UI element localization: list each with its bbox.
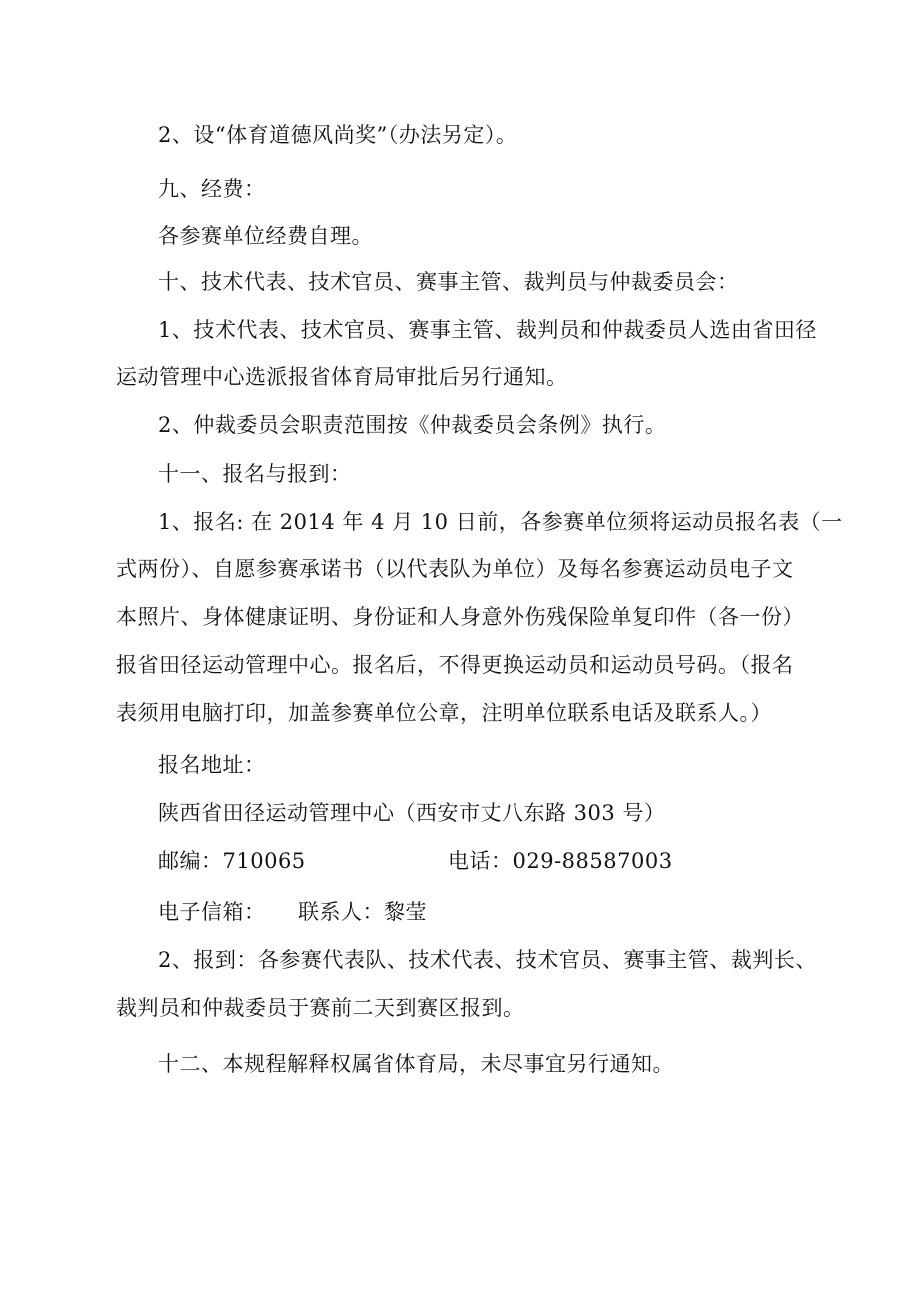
postcode: 邮编：710065 <box>158 849 306 873</box>
email-label: 电子信箱： <box>158 900 266 924</box>
paragraph-registration-line-5: 表须用电脑打印，加盖参赛单位公章，注明单位联系电话及联系人。） <box>116 701 772 725</box>
paragraph-award: 2、设“体育道德风尚奖”（办法另定）。 <box>158 123 518 147</box>
paragraph-registration-line-3: 本照片、身体健康证明、身份证和人身意外伤残保险单复印件（各一份） <box>116 605 804 629</box>
paragraph-check-in-cont: 裁判员和仲裁委员于赛前二天到赛区报到。 <box>116 996 525 1020</box>
paragraph-officials-1-cont: 运动管理中心选派报省体育局审批后另行通知。 <box>116 365 568 389</box>
paragraph-registration-1: 1、报名: 在 2014 年 4 月 10 日前，各参赛单位须将运动员报名表（一 <box>158 510 843 534</box>
heading-funding: 九、经费： <box>158 177 266 201</box>
paragraph-officials-2: 2、仲裁委员会职责范围按《仲裁委员会条例》执行。 <box>158 413 667 437</box>
paragraph-check-in: 2、报到：各参赛代表队、技术代表、技术官员、赛事主管、裁判长、 <box>158 948 817 972</box>
paragraph-interpretation: 十二、本规程解释权属省体育局，未尽事宜另行通知。 <box>158 1052 674 1076</box>
paragraph-officials-1: 1、技术代表、技术官员、赛事主管、裁判员和仲裁委员人选由省田径 <box>158 318 817 342</box>
contact-person: 联系人：黎莹 <box>298 900 427 924</box>
heading-officials: 十、技术代表、技术官员、赛事主管、裁判员与仲裁委员会： <box>158 270 739 294</box>
registration-address: 陕西省田径运动管理中心（西安市丈八东路 303 号） <box>158 801 666 825</box>
paragraph-funding: 各参赛单位经费自理。 <box>158 224 373 248</box>
phone-number: 电话：029-88587003 <box>448 849 673 873</box>
heading-registration-address: 报名地址： <box>158 753 266 777</box>
paragraph-registration-line-4: 报省田径运动管理中心。报名后，不得更换运动员和运动员号码。（报名 <box>116 653 794 677</box>
paragraph-registration-line-2: 式两份）、自愿参赛承诺书（以代表队为单位）及每名参赛运动员电子文 <box>116 557 794 581</box>
heading-registration: 十一、报名与报到： <box>158 462 352 486</box>
